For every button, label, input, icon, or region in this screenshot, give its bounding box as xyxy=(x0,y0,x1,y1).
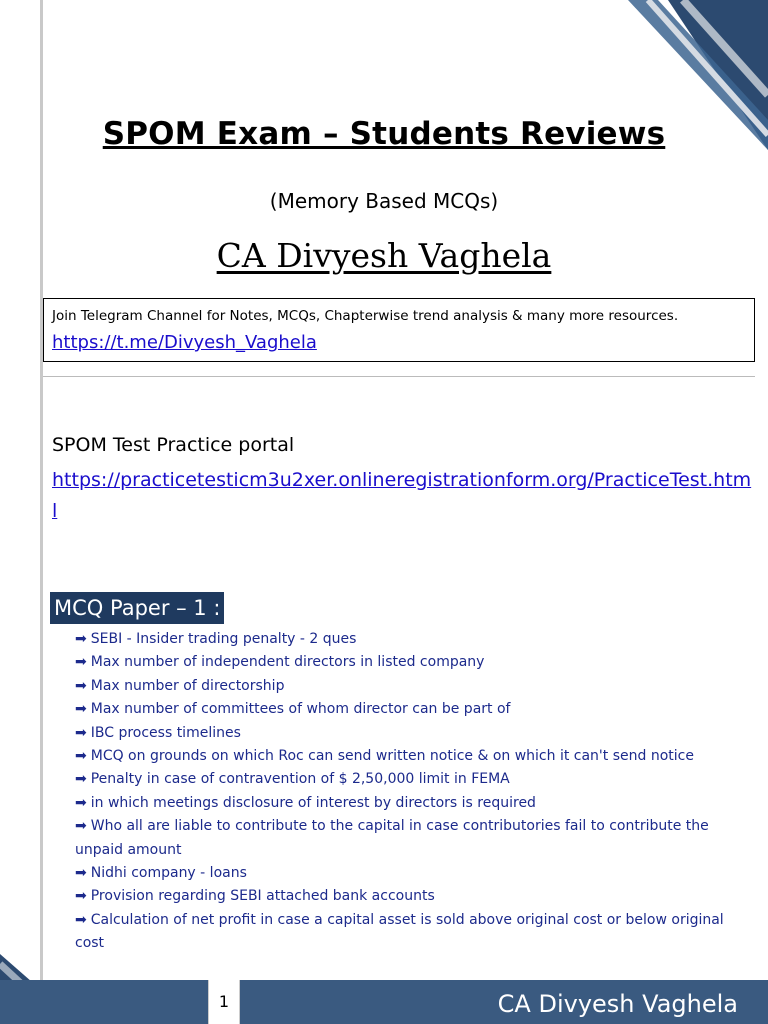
arrow-right-icon: ➡ xyxy=(75,724,87,741)
arrow-right-icon: ➡ xyxy=(75,888,87,905)
list-item-text: Max number of directorship xyxy=(90,677,285,694)
arrow-right-icon: ➡ xyxy=(75,654,87,671)
list-item-text: in which meetings disclosure of interest by directors is required xyxy=(90,794,536,811)
list-item xyxy=(75,675,755,698)
list-item-text: Nidhi company - loans xyxy=(90,865,247,882)
telegram-link[interactable]: https://t.me/Divyesh_Vaghela xyxy=(52,332,317,353)
list-item-text: IBC process timelines xyxy=(90,724,241,741)
list-item-text: Calculation of net profit in case a capital asset is sold above original cost or below original cost xyxy=(75,911,724,952)
telegram-callout-box xyxy=(43,298,755,362)
document-subtitle: (Memory Based MCQs) xyxy=(269,189,499,213)
list-item-text: Who all are liable to contribute to the capital in case contributories fail to contribute the unpaid amount xyxy=(75,818,709,858)
arrow-right-icon: ➡ xyxy=(75,818,87,835)
arrow-right-icon: ➡ xyxy=(75,677,87,694)
list-item-text: Penalty in case of contravention of $ 2,50,000 limit in FEMA xyxy=(90,771,510,788)
telegram-text: Join Telegram Channel for Notes, MCQs, Chapterwise trend analysis & many more resources. xyxy=(52,308,679,324)
list-item xyxy=(75,651,755,674)
arrow-right-icon: ➡ xyxy=(75,911,87,928)
list-item xyxy=(75,768,755,791)
list-item-text: Provision regarding SEBI attached bank accounts xyxy=(90,888,435,905)
portal-link[interactable]: https://practicetesticm3u2xer.onlineregistrationform.org/PracticeTest.html xyxy=(52,469,752,522)
arrow-right-icon: ➡ xyxy=(75,748,87,765)
page-number: 1 xyxy=(208,980,240,1024)
document-title: SPOM Exam – Students Reviews xyxy=(102,116,666,152)
mcq-topic-list xyxy=(75,628,755,956)
arrow-right-icon: ➡ xyxy=(75,771,87,788)
list-item xyxy=(75,909,755,956)
divider xyxy=(43,376,755,377)
list-item-text: SEBI - Insider trading penalty - 2 ques xyxy=(90,631,357,647)
list-item xyxy=(75,862,755,885)
portal-label: SPOM Test Practice portal xyxy=(52,434,295,456)
author-name: CA Divyesh Vaghela xyxy=(216,236,552,275)
list-item xyxy=(75,722,755,745)
list-item xyxy=(75,815,755,862)
arrow-right-icon: ➡ xyxy=(75,794,87,811)
arrow-right-icon: ➡ xyxy=(75,865,87,882)
list-item-text: Max number of committees of whom director can be part of xyxy=(90,701,511,718)
arrow-right-icon: ➡ xyxy=(75,701,87,718)
arrow-right-icon: ➡ xyxy=(75,631,87,647)
list-item xyxy=(75,745,755,768)
list-item-text: Max number of independent directors in listed company xyxy=(90,654,485,671)
list-item xyxy=(75,792,755,815)
section-heading: MCQ Paper – 1 : xyxy=(50,592,224,624)
footer-author: CA Divyesh Vaghela xyxy=(497,990,738,1018)
list-item xyxy=(75,698,755,721)
list-item xyxy=(75,885,755,908)
list-item xyxy=(75,628,755,651)
list-item-text: MCQ on grounds on which Roc can send written notice & on which it can't send notice xyxy=(90,748,694,765)
